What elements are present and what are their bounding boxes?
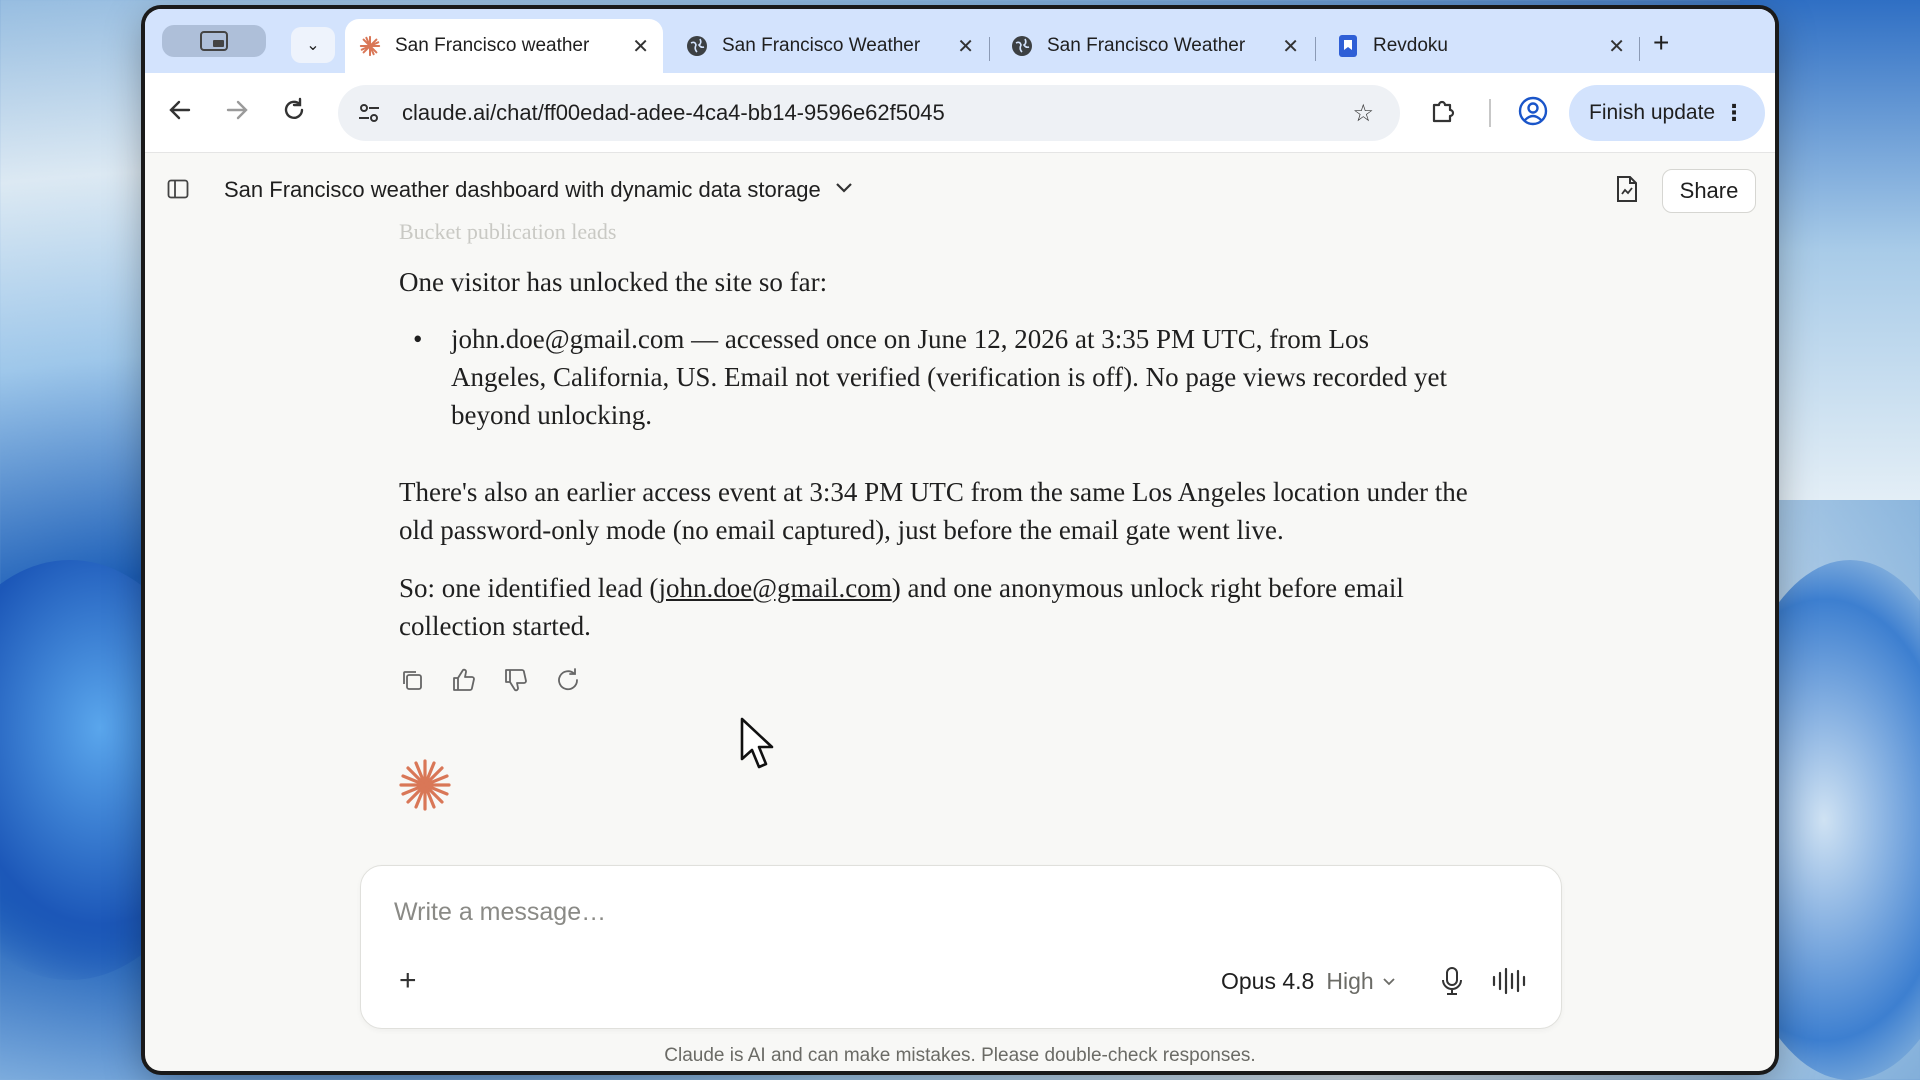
profile-switcher[interactable] <box>162 25 266 57</box>
copy-icon <box>400 668 424 692</box>
arrow-left-icon <box>167 97 193 123</box>
forward-button[interactable] <box>224 97 250 130</box>
puzzle-icon <box>1428 95 1458 125</box>
tab-san-francisco-weather-active[interactable] <box>345 19 663 73</box>
chat-title: San Francisco weather dashboard with dynamic data storage <box>224 177 821 202</box>
extensions-button[interactable] <box>1428 95 1458 130</box>
message-actions <box>399 667 581 693</box>
globe-icon <box>686 35 708 57</box>
close-icon[interactable]: ✕ <box>1282 35 1299 58</box>
list-item <box>399 320 1459 434</box>
thumbs-down-button[interactable] <box>503 667 529 693</box>
chat-content <box>145 219 1775 1071</box>
model-selector[interactable] <box>1221 968 1396 995</box>
finish-update-label: Finish update <box>1589 101 1716 124</box>
add-attachment-button[interactable] <box>399 964 417 998</box>
tab-title: San Francisco Weather <box>722 35 921 56</box>
para3-start: So: one identified lead ( <box>399 573 659 603</box>
mouse-cursor-icon <box>739 717 775 778</box>
plus-icon: + <box>1653 27 1670 58</box>
claude-icon <box>359 35 381 57</box>
chevron-down-icon <box>835 181 853 199</box>
url-text: claude.ai/chat/ff00edad-adee-4ca4-bb14-9596e62f5045 <box>402 100 945 125</box>
tab-title: Revdoku <box>1373 35 1448 56</box>
waveform-icon <box>1491 966 1527 996</box>
model-name: Opus 4.8 <box>1221 968 1315 994</box>
browser-toolbar <box>145 73 1775 153</box>
plus-icon: + <box>399 964 417 997</box>
bullet-list <box>399 320 1459 434</box>
tab-revdoku[interactable] <box>1323 19 1639 73</box>
more-vert-icon: ⋮ <box>1723 100 1745 125</box>
tab-title: San Francisco Weather <box>1047 35 1246 56</box>
faded-previous-text: Bucket publication leads <box>399 219 617 244</box>
voice-mode-button[interactable] <box>1491 966 1527 1001</box>
tab-san-francisco-weather-3[interactable] <box>997 19 1313 73</box>
artifact-document-button[interactable] <box>1615 175 1639 208</box>
globe-icon <box>1011 35 1033 57</box>
account-circle-icon <box>1517 95 1549 127</box>
microphone-icon <box>1439 966 1465 996</box>
browser-window <box>145 9 1775 1071</box>
message-paragraph-3 <box>399 569 1489 645</box>
bookmark-star-icon[interactable]: ☆ <box>1352 99 1374 127</box>
message-paragraph-2 <box>399 473 1489 549</box>
toolbar-separator <box>1489 99 1491 127</box>
thumbs-up-icon <box>451 667 477 693</box>
new-tab-button[interactable] <box>1653 27 1669 59</box>
tab-separator <box>1639 37 1640 61</box>
address-bar[interactable] <box>338 85 1400 141</box>
message-intro <box>399 263 1489 301</box>
finish-update-button[interactable] <box>1569 85 1765 141</box>
back-button[interactable] <box>167 97 193 130</box>
retry-icon <box>555 667 581 693</box>
close-icon[interactable]: ✕ <box>1608 35 1625 58</box>
share-label: Share <box>1679 178 1739 203</box>
para3-end: ) and one anonymous unlock right before email collection started. <box>399 573 1404 641</box>
account-button[interactable] <box>1517 95 1549 132</box>
tab-strip <box>145 9 1775 73</box>
effort-level: High <box>1326 968 1374 994</box>
paragraph-text <box>399 569 1489 645</box>
close-icon[interactable]: ✕ <box>957 35 974 58</box>
document-icon <box>1615 175 1639 203</box>
intro-text: One visitor has unlocked the site so far: <box>399 267 828 297</box>
email-link[interactable]: john.doe@gmail.com <box>451 324 685 354</box>
chat-header <box>145 153 1775 227</box>
email-link[interactable]: john.doe@gmail.com <box>658 573 892 603</box>
retry-button[interactable] <box>555 667 581 693</box>
chevron-down-icon <box>1382 974 1396 990</box>
copy-button[interactable] <box>399 667 425 693</box>
claude-spark-icon <box>397 757 453 818</box>
sidebar-toggle-button[interactable] <box>167 179 189 204</box>
thumbs-up-button[interactable] <box>451 667 477 693</box>
microphone-button[interactable] <box>1439 966 1465 1001</box>
chat-title-dropdown[interactable] <box>224 177 853 203</box>
sidebar-icon <box>167 179 189 199</box>
chevron-down-icon: ⌄ <box>306 37 320 54</box>
reload-icon <box>281 97 307 123</box>
paragraph-text: There's also an earlier access event at 3:34 PM UTC from the same Los Angeles location under the old password-only mode (no email captured), just before the email gate went live. <box>399 477 1468 545</box>
tab-separator <box>1315 37 1316 61</box>
bullet-text: — accessed once on June 12, 2026 at 3:35 PM UTC, from Los Angeles, California, US. Email not verified (verification is off). No page views recorded yet beyond unlocking. <box>451 324 1447 430</box>
site-settings-icon[interactable] <box>356 100 382 126</box>
tab-san-francisco-weather-2[interactable] <box>672 19 988 73</box>
reload-button[interactable] <box>281 97 307 130</box>
tab-separator <box>989 37 990 61</box>
bookmark-doc-icon <box>1337 35 1359 57</box>
message-input[interactable] <box>394 894 1294 930</box>
thumbs-down-icon <box>503 667 529 693</box>
profile-window-icon <box>199 30 229 52</box>
arrow-right-icon <box>224 97 250 123</box>
tab-title: San Francisco weather <box>395 35 590 56</box>
tab-search-button[interactable] <box>291 27 335 63</box>
message-composer <box>360 865 1562 1029</box>
disclaimer-text: Claude is AI and can make mistakes. Please double-check responses. <box>664 1045 1256 1066</box>
share-button[interactable] <box>1662 169 1756 213</box>
close-icon[interactable]: ✕ <box>632 35 649 58</box>
